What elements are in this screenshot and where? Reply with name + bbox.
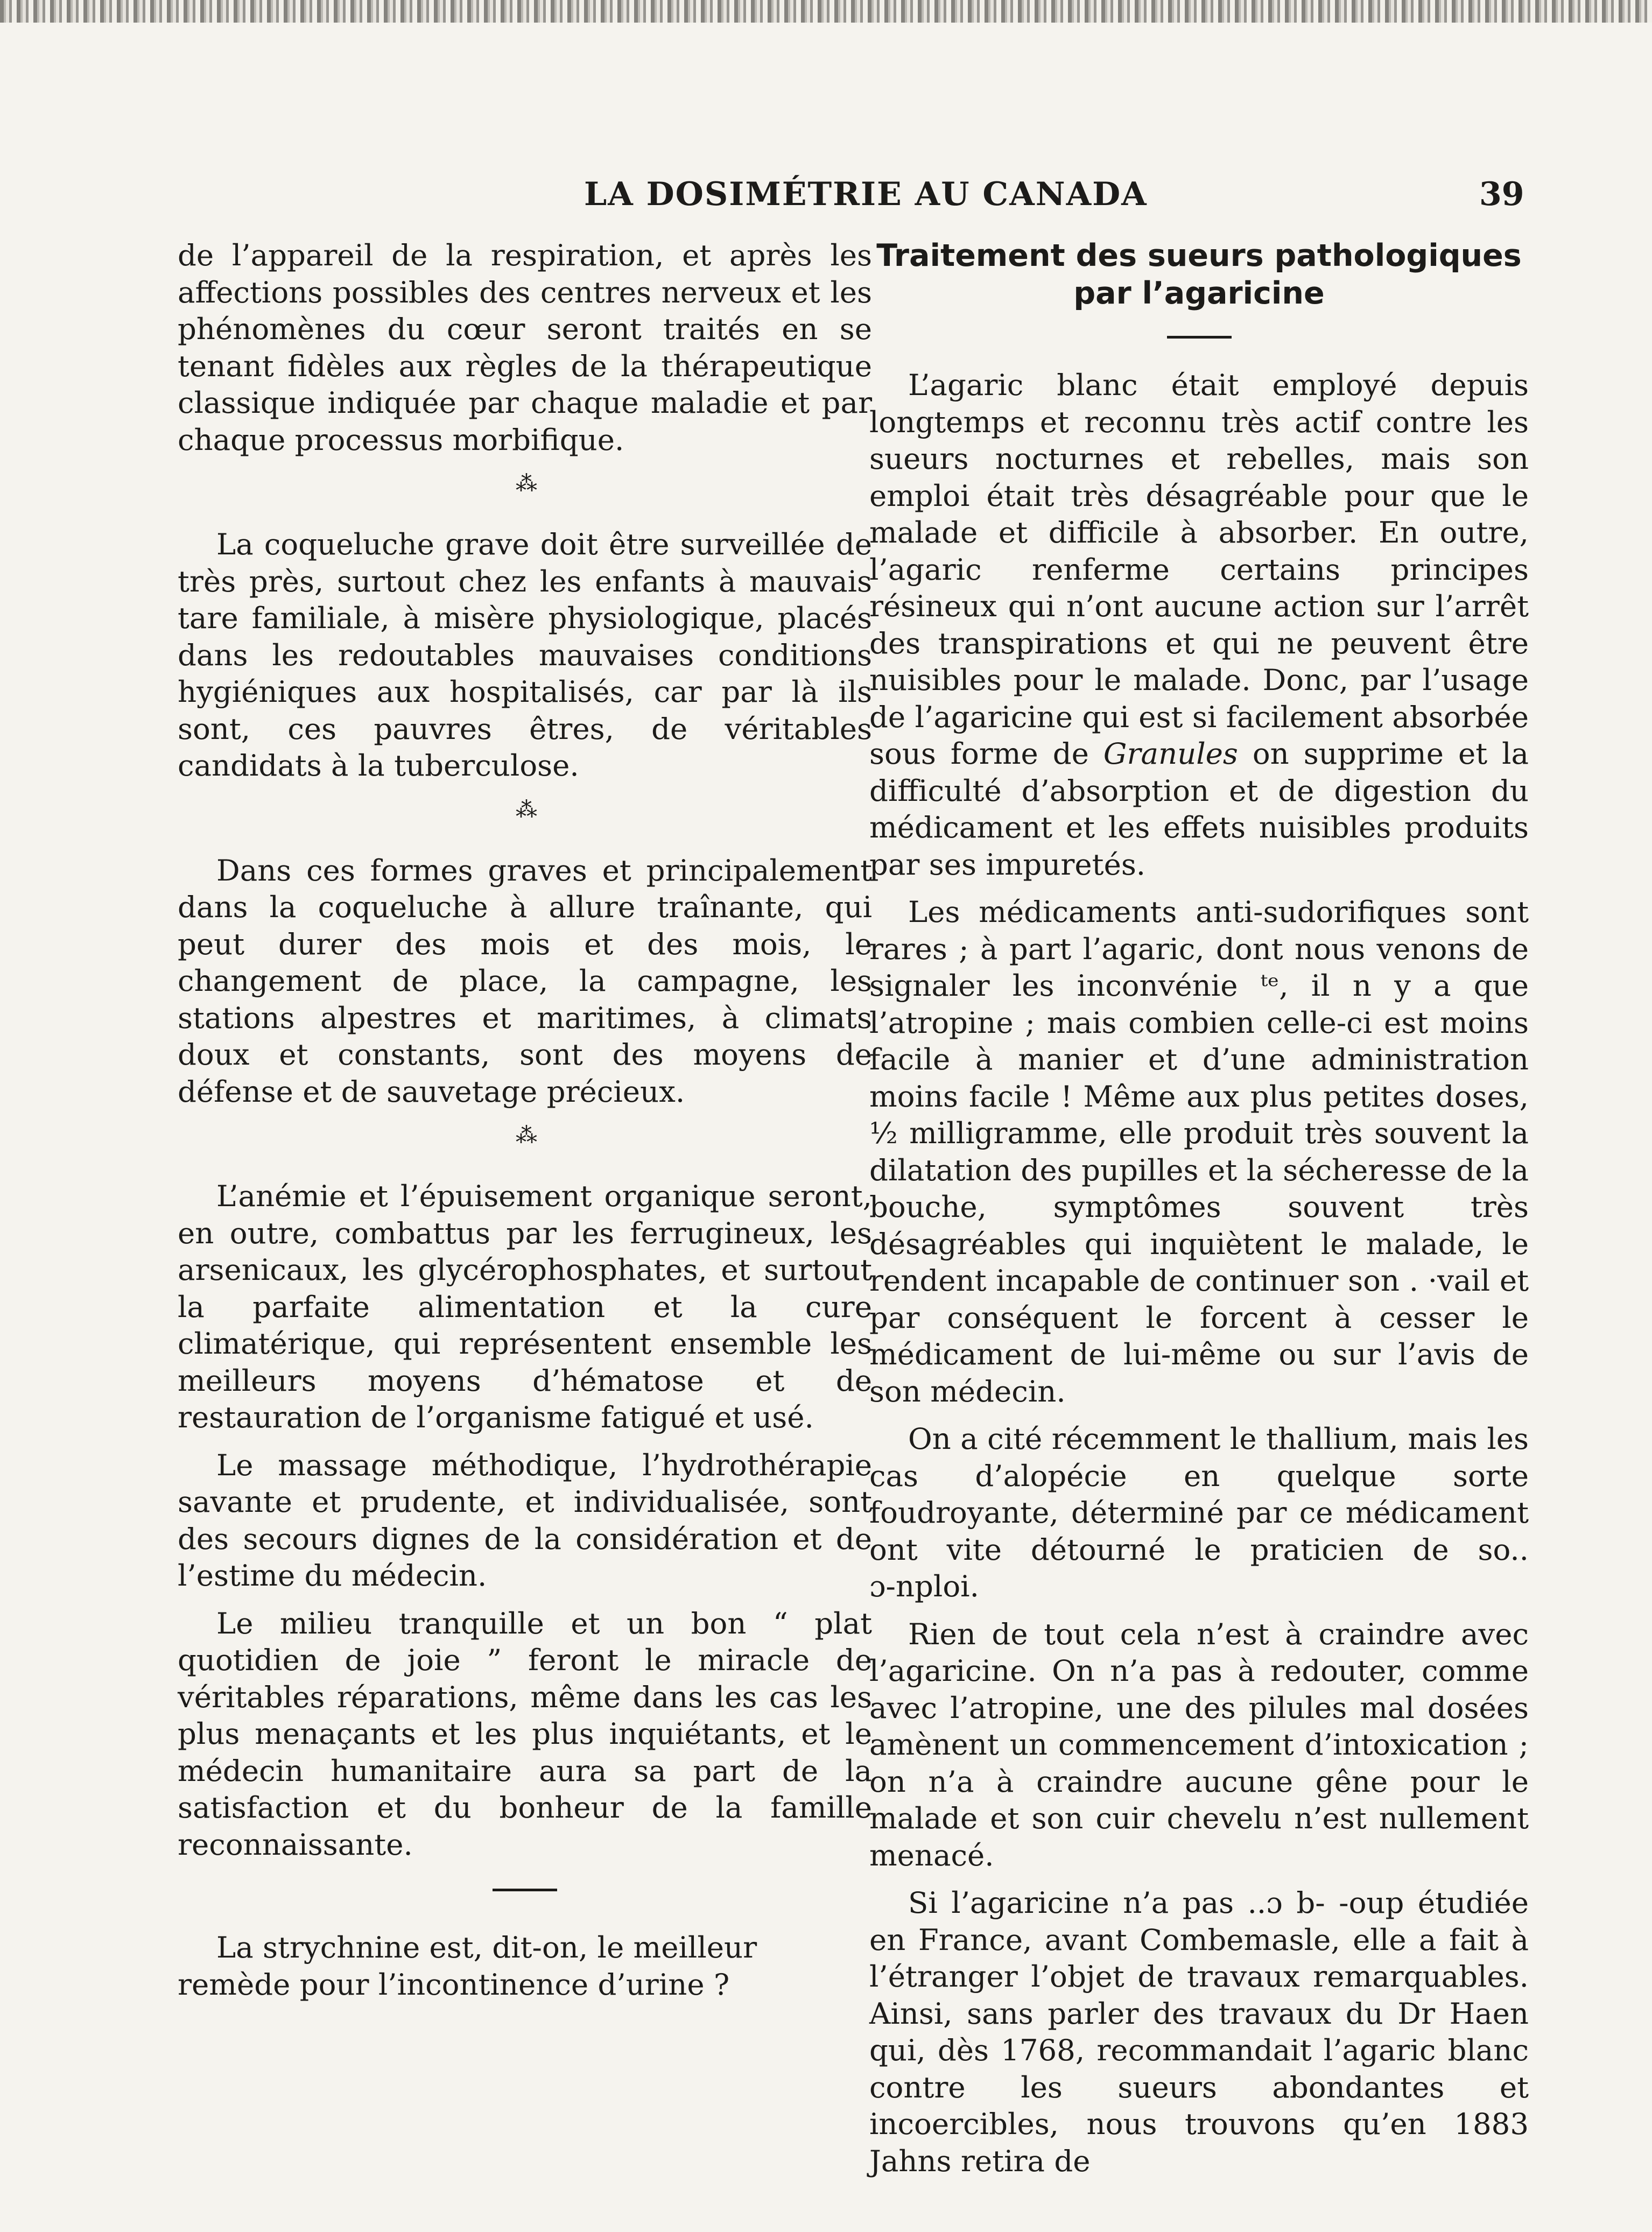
paragraph-text: L’agaric blanc était employé depuis longtemps et reconnu très actif contre les sueurs nocturnes et rebelles, mais son emploi était très désagréable pour que le malade et difficile à absorber. En outre, l’agaric renferme certains principes résineux qui n’ont aucune action sur l’arrêt des transpirations et qui ne peuvent être nuisibles pour le malade. Donc, par l’usage de l’agaricine qui est si facilement absorbée sous forme de — [869, 368, 1529, 771]
scanned-page-top-edge — [0, 0, 1652, 28]
paragraph: Rien de tout cela n’est à craindre avec l’agaricine. On n’a pas à redouter, comme avec l’atropine, une des pilules mal dosées amènent un commencement d’intoxication ; on n’a à craindre aucune gêne pour le malade et son cuir chevelu n’est nullement menacé. — [869, 1616, 1529, 1872]
paragraph: On a cité récemment le thallium, mais les cas d’alopécie en quelque sorte foudroyante, déterminé par ce médicament ont vite détourné le praticien de so.. ɔ‑nploi. — [869, 1421, 1529, 1603]
paragraph: L’anémie et l’épuisement organique seront, en outre, combattus par les ferrugineux, les arsenicaux, les glycérophosphates, et surtout la parfaite alimentation et la cure climatérique, qui représentent ensemble les meilleurs moyens d’hématose et de restauration de l’organisme fatigué et usé. — [178, 1179, 872, 1434]
section-divider — [493, 1889, 557, 1891]
paragraph: de l’appareil de la respiration, et après les affections possibles des centres nerveux et les phénomènes du cœur seront traités en se tenant fidèles aux règles de la thérapeutique classique indiquée par chaque maladie et par chaque processus morbifique. — [178, 238, 872, 457]
left-column — [178, 237, 872, 2013]
title-divider — [1167, 336, 1232, 339]
right-column — [869, 237, 1529, 2190]
paragraph: Dans ces formes graves et principalement dans la coqueluche à allure traînante, qui peut durer des mois et des mois, le changement de place, la campagne, les stations alpestres et maritimes, à climats doux et constants, sont des moyens de défense et de sauvetage précieux. — [178, 853, 872, 1109]
paragraph: Le massage méthodique, l’hydrothérapie savante et prudente, et individualisée, sont des secours dignes de la considération et de l’estime du médecin. — [178, 1447, 872, 1593]
section-asterism: ⁂ — [516, 797, 534, 822]
page-header — [0, 172, 1652, 221]
italic-term: Granules — [1103, 736, 1238, 771]
section-title: Traitement des sueurs pathologiques par l’agaricine — [876, 238, 1522, 311]
paragraph: Les médicaments anti-sudorifiques sont rares ; à part l’agaric, dont nous venons de signaler les inconvénie ᵗᵉ, il n y a que l’atropine ; mais combien celle-ci est moins facile à manier et d’une administration moins facile ! Même aux plus petites doses, ½ milligramme, elle produit très souvent la dilatation des pupilles et la sécheresse de la bouche, symptômes souvent très désagréables qui inquiètent le malade, le rendent incapable de continuer son . ·vail et par conséquent le forcent à cesser le médicament de lui-même ou sur l’avis de son médecin. — [869, 895, 1529, 1409]
paragraph: La coqueluche grave doit être surveillée de très près, surtout chez les enfants à mauvais tare familiale, à misère physiologique, placés dans les redoutables mauvaises conditions hygiéniques aux hospitalisés, car par là ils sont, ces pauvres êtres, de véritables candidats à la tuberculose. — [178, 527, 872, 783]
running-title: LA DOSIMÉTRIE AU CANADA — [584, 175, 1148, 213]
section-asterism: ⁂ — [516, 471, 534, 496]
paragraph — [869, 367, 1529, 883]
question-paragraph: La strychnine est, dit-on, le meilleur remède pour l’incontinence d’urine ? — [178, 1930, 757, 2002]
paragraph: Si l’agaricine n’a pas ..ɔ b‑ ‑oup étudiée en France, avant Combemasle, elle a fait à l’étranger l’objet de travaux remarquables. Ainsi, sans parler des travaux du Dr Haen qui, dès 1768, recommandait l’agaric blanc contre les sueurs abondantes et incoercibles, nous trouvons qu’en 1883 Jahns retira de — [869, 1885, 1529, 2178]
paragraph-text: on supprime et la difficulté d’absorption et de digestion du médicament et les effets nuisibles produits par ses impuretés. — [869, 736, 1529, 882]
section-asterism: ⁂ — [516, 1123, 534, 1148]
page-number: 39 — [1479, 175, 1524, 213]
paragraph: Le milieu tranquille et un bon “ plat quotidien de joie ” feront le miracle de véritables réparations, même dans les cas les plus menaçants et les plus inquiétants, et le médecin humanitaire aura sa part de la satisfaction et du bonheur de la famille reconnaissante. — [178, 1606, 872, 1862]
